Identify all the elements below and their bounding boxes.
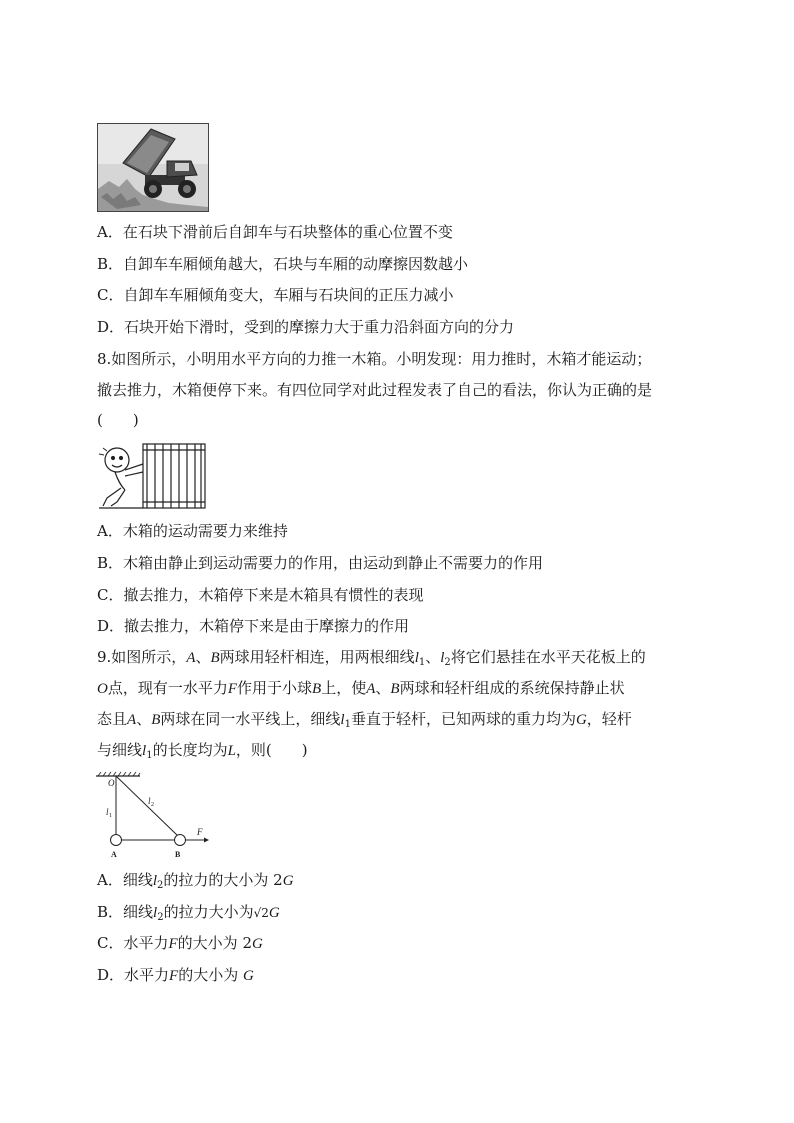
string-l2	[116, 776, 178, 836]
q7-option-c: C．自卸车车厢倾角变大，车厢与石块间的正压力减小	[97, 286, 454, 304]
dump-truck-photo	[97, 123, 209, 212]
ball-a	[111, 835, 122, 846]
svg-text:1: 1	[109, 813, 112, 819]
q9-stem-line-3: 态且A、B两球在同一水平线上，细线$l_1$垂直于轻杆，已知两球的重力均为G，轻杆	[97, 710, 632, 730]
q8-option-d: D．撤去推力，木箱停下来是由于摩擦力的作用	[97, 617, 410, 635]
q8-stem-line-1: 8.如图所示，小明用水平方向的力推一木箱。小明发现：用力推时，木箱才能运动；	[97, 350, 652, 368]
q8-option-c: C．撤去推力，木箱停下来是木箱具有惯性的表现	[97, 586, 424, 604]
label-l2: l	[148, 796, 151, 806]
q8-option-a: A．木箱的运动需要力来维持	[97, 522, 288, 540]
boy-pushing-crate-illustration	[97, 440, 209, 510]
q9-option-d: D．水平力F的大小为 G	[97, 966, 254, 984]
q9-stem-line-2: O点，现有一水平力F作用于小球B上，使A、B两球和轻杆组成的系统保持静止状	[97, 679, 625, 697]
ball-b	[175, 835, 186, 846]
label-f: F	[197, 827, 203, 837]
svg-text:2: 2	[151, 802, 154, 808]
q9-stem-line-4: 与细线$l_1$的长度均为L，则( )	[97, 741, 308, 761]
label-o: O	[108, 778, 115, 788]
q9-option-c: C．水平力F的大小为 2G	[97, 934, 263, 952]
q9-option-a: A．细线$l_2$的拉力的大小为 2G	[97, 871, 294, 891]
q8-stem-line-2: 撤去推力，木箱便停下来。有四位同学对此过程发表了自己的看法，你认为正确的是	[97, 381, 653, 399]
label-b: B	[175, 850, 181, 859]
q7-option-d: D．石块开始下滑时，受到的摩擦力大于重力沿斜面方向的分力	[97, 318, 515, 336]
q9-physics-diagram	[94, 770, 214, 862]
q9-stem-line-1: 9.如图所示，A、B两球用轻杆相连，用两根细线$l_1$、$l_2$将它们悬挂在水平天花板上的	[97, 648, 646, 668]
q8-option-b: B．木箱由静止到运动需要力的作用，由运动到静止不需要力的作用	[97, 554, 544, 572]
label-a: A	[111, 850, 117, 859]
q9-option-b: B．细线$l_2$的拉力大小为√2G	[97, 903, 280, 923]
q8-stem-line-3: ( )	[97, 411, 139, 429]
q7-option-a: A．在石块下滑前后自卸车与石块整体的重心位置不变	[97, 223, 453, 241]
q7-option-b: B．自卸车车厢倾角越大，石块与车厢的动摩擦因数越小	[97, 255, 469, 273]
label-l1: l	[106, 807, 109, 817]
